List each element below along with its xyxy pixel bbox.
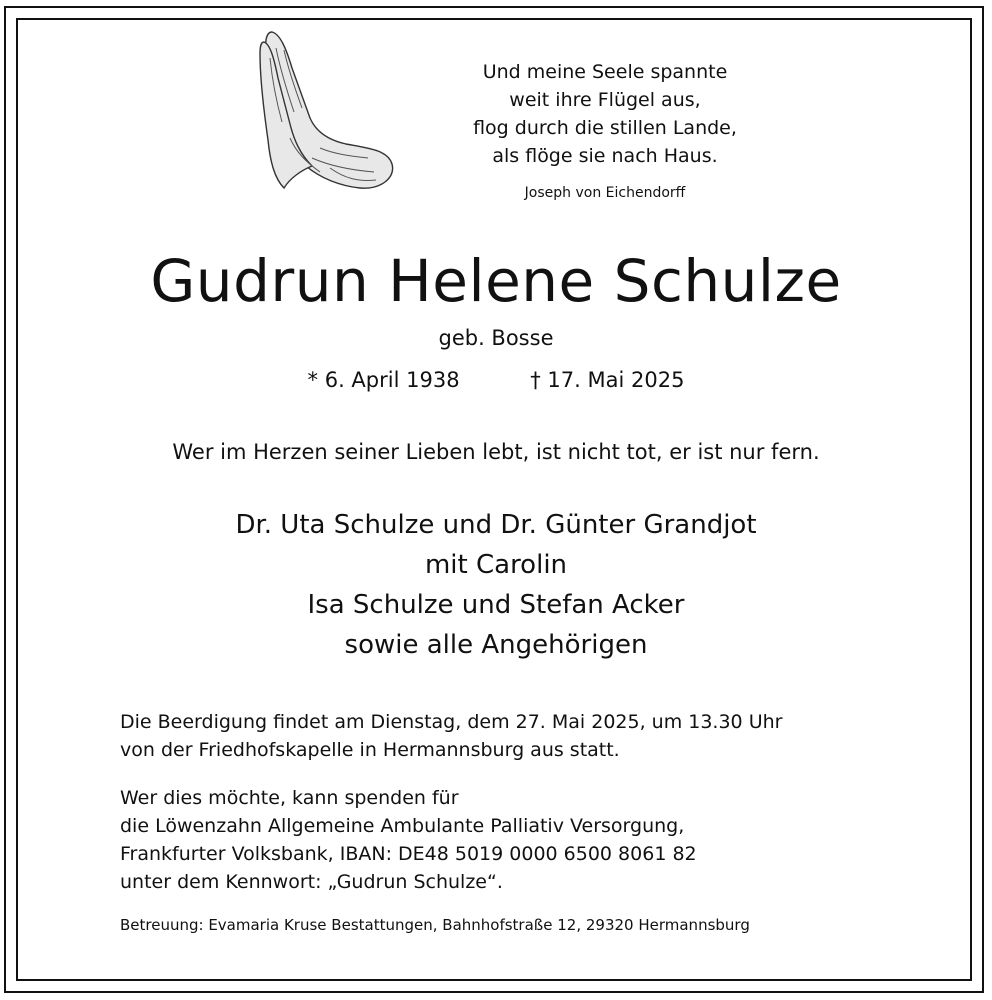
poem-author: Joseph von Eichendorff [524,185,686,201]
donation-line: Frankfurter Volksbank, IBAN: DE48 5019 0000 6500 8061 82 [120,843,697,865]
poem [420,58,790,170]
funeral-line: Die Beerdigung findet am Dienstag, dem 27. Mai 2025, um 13.30 Uhr [120,711,783,733]
death-date: † 17. Mai 2025 [530,368,685,392]
mourner-line: mit Carolin [424,550,568,580]
poem-line: als flöge sie nach Haus. [492,145,718,167]
funeral-home-info: Betreuung: Evamaria Kruse Bestattungen, Bahnhofstraße 12, 29320 Hermannsburg [120,916,750,934]
born-name: geb. Bosse [438,326,554,350]
donation-line: die Löwenzahn Allgemeine Ambulante Palliativ Versorgung, [120,815,685,837]
mourner-line: sowie alle Angehörigen [344,630,648,660]
poem-line: weit ihre Flügel aus, [509,89,701,111]
poem-line: Und meine Seele spannte [482,61,728,83]
birth-date: * 6. April 1938 [307,368,460,392]
funeral-line: von der Friedhofskapelle in Hermannsburg aus statt. [120,739,620,761]
poem-line: flog durch die stillen Lande, [473,117,737,139]
donation-info [120,784,880,896]
mourner-line: Isa Schulze und Stefan Acker [307,590,685,620]
donation-line: unter dem Kennwort: „Gudrun Schulze“. [120,871,503,893]
memorial-quote: Wer im Herzen seiner Lieben lebt, ist nicht tot, er ist nur fern. [172,440,820,464]
donation-line: Wer dies möchte, kann spenden für [120,787,459,809]
mourners-list [0,505,992,665]
praying-hands-icon [250,28,400,198]
deceased-name: Gudrun Helene Schulze [150,247,842,315]
life-dates [0,368,992,392]
funeral-info [120,708,880,764]
mourner-line: Dr. Uta Schulze und Dr. Günter Grandjot [235,510,757,540]
